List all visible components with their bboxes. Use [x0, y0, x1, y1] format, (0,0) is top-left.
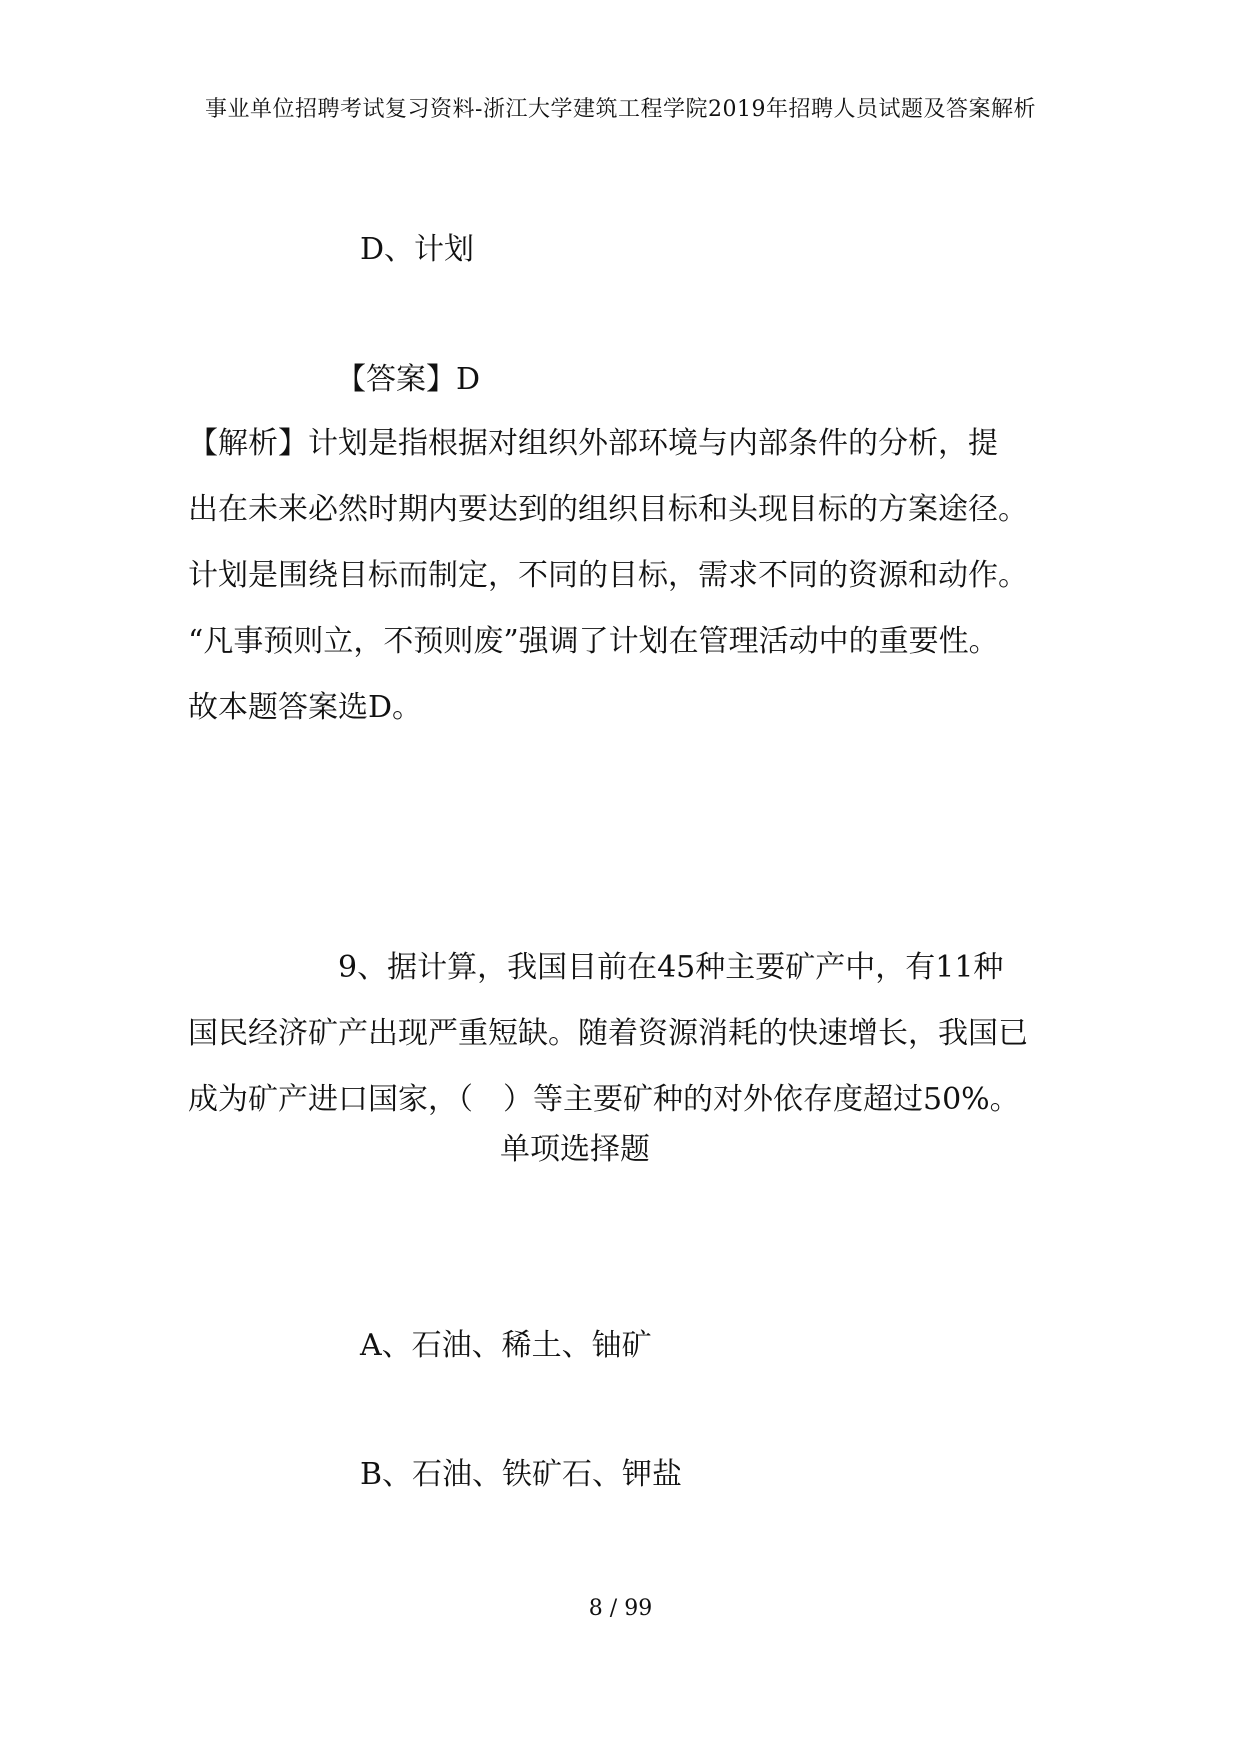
option-b: B、石油、铁矿石、钾盐 [360, 1457, 683, 1492]
question-line-text: 9、据计算，我国目前在45种主要矿产中，有11种 [338, 950, 1004, 985]
document-header: 事业单位招聘考试复习资料-浙江大学建筑工程学院2019年招聘人员试题及答案解析 [205, 97, 1036, 122]
analysis-line: “凡事预则立，不预则废”强调了计划在管理活动中的重要性。 [188, 624, 999, 659]
analysis-line: 出在未来必然时期内要达到的组织目标和头现目标的方案途径。 [188, 492, 1028, 527]
option-d: D、计划 [360, 232, 475, 267]
option-a: A、石油、稀土、铀矿 [360, 1328, 652, 1363]
question-line: 成为矿产进口国家，（ ）等主要矿种的对外依存度超过50%。 [188, 1082, 1020, 1117]
analysis-line: 计划是围绕目标而制定，不同的目标，需求不同的资源和动作。 [188, 558, 1028, 593]
page-number: 8 / 99 [588, 1596, 653, 1621]
question-stem [188, 935, 1068, 1133]
question-type-label: 单项选择题 [500, 1132, 650, 1167]
question-line: 国民经济矿产出现严重短缺。随着资源消耗的快速增长，我国已 [188, 1016, 1028, 1051]
analysis-paragraph [188, 411, 1068, 741]
question-line [188, 935, 1068, 1001]
answer-label: 【答案】D [336, 362, 481, 397]
analysis-line: 【解析】计划是指根据对组织外部环境与内部条件的分析，提 [188, 426, 998, 461]
analysis-line: 故本题答案选D。 [188, 690, 423, 725]
